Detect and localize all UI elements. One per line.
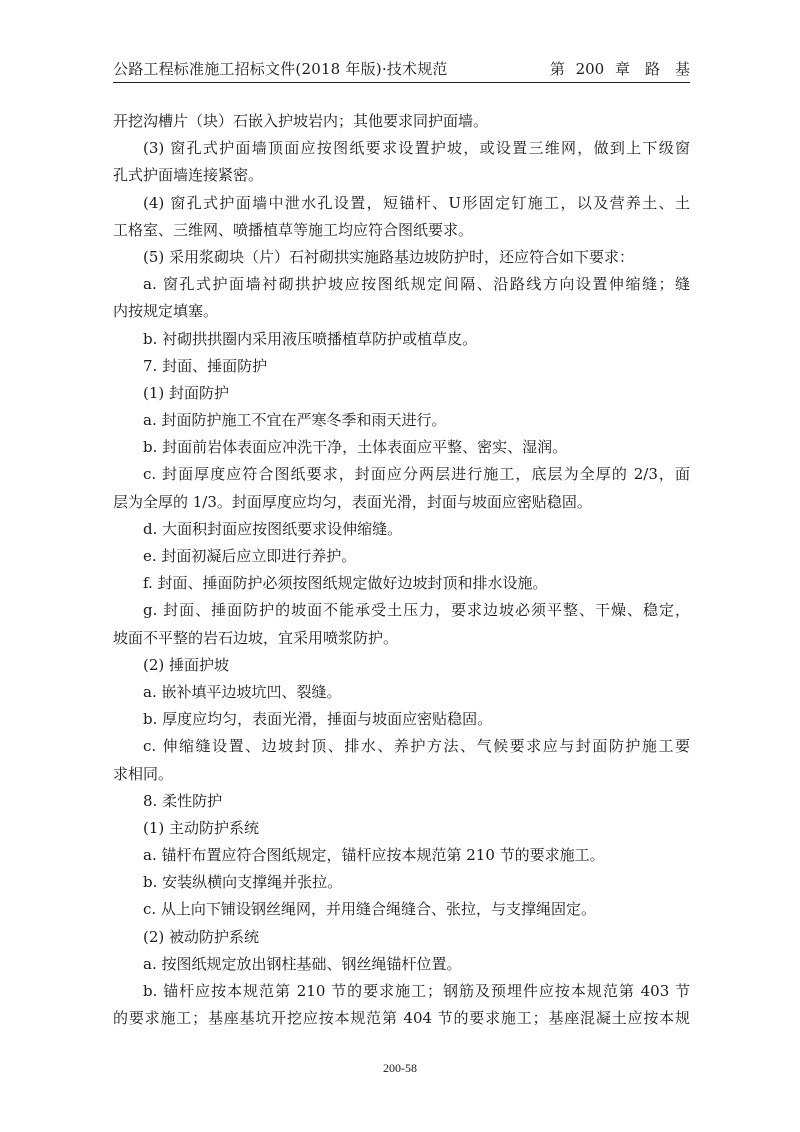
text-line: d. 大面积封面应按图纸要求设伸缩缝。: [143, 519, 403, 538]
text-line: c. 封面厚度应符合图纸要求，封面应分两层进行施工，底层为全厚的 2/3，面: [143, 465, 690, 484]
subsection-heading: (1) 主动防护系统: [143, 818, 260, 837]
text-line: (5) 采用浆砌块（片）石衬砌拱实施路基边坡防护时，还应符合如下要求：: [143, 247, 635, 266]
text-line: 孔式护面墙连接紧密。: [113, 166, 264, 185]
text-line: a. 窗孔式护面墙衬砌拱护坡应按图纸规定间隔、沿路线方向设置伸缩缝；缝: [143, 275, 690, 294]
text-line: (3) 窗孔式护面墙顶面应按图纸要求设置护坡，或设置三维网，做到上下级窗: [143, 139, 690, 158]
text-line: 的要求施工；基座基坑开挖应按本规范第 404 节的要求施工；基座混凝土应按本规: [113, 1009, 690, 1028]
subsection-heading: (2) 捶面护坡: [143, 655, 230, 674]
text-line: c. 从上向下铺设钢丝绳网，并用缝合绳缝合、张拉，与支撑绳固定。: [143, 900, 596, 919]
subsection-heading: (2) 被动防护系统: [143, 927, 260, 946]
text-line: 层为全厚的 1/3。封面厚度应均匀，表面光滑，封面与坡面应密贴稳固。: [113, 492, 592, 511]
subsection-heading: (1) 封面防护: [143, 383, 230, 402]
section-heading: 7. 封面、捶面防护: [143, 356, 268, 375]
header-document-title: 公路工程标准施工招标文件(2018 年版)·技术规范: [113, 60, 448, 78]
text-line: e. 封面初凝后应立即进行养护。: [143, 547, 357, 565]
section-heading: 8. 柔性防护: [143, 791, 223, 810]
text-line: a. 按图纸规定放出钢柱基础、钢丝绳锚杆位置。: [143, 954, 462, 973]
text-line: b. 封面前岩体表面应冲洗干净，土体表面应平整、密实、湿润。: [143, 438, 568, 457]
text-line: 坡面不平整的岩石边坡，宜采用喷浆防护。: [113, 628, 399, 647]
text-line: 开挖沟槽片（块）石嵌入护坡岩内；其他要求同护面墙。: [113, 112, 489, 130]
body-text: [113, 108, 690, 1032]
header-chapter-title: 第 200 章 路 基: [549, 60, 690, 78]
text-line: 求相同。: [113, 764, 174, 783]
header-divider: [113, 82, 690, 83]
page-number: 200-58: [383, 1061, 417, 1075]
text-line: 内按规定填塞。: [113, 302, 219, 321]
text-line: a. 封面防护施工不宜在严寒冬季和雨天进行。: [143, 411, 447, 430]
text-line: (4) 窗孔式护面墙中泄水孔设置，短锚杆、U形固定钉施工，以及营养土、土: [143, 193, 690, 212]
text-line: b. 衬砌拱拱圈内采用液压喷播植草防护或植草皮。: [143, 329, 478, 348]
text-line: b. 厚度应均匀，表面光滑，捶面与坡面应密贴稳固。: [143, 710, 493, 729]
text-line: g. 封面、捶面防护的坡面不能承受土压力，要求边坡必须平整、干燥、稳定，: [143, 601, 690, 620]
running-header: [113, 52, 690, 82]
text-line: a. 锚杆布置应符合图纸规定，锚杆应按本规范第 210 节的要求施工。: [143, 846, 605, 865]
text-line: a. 嵌补填平边坡坑凹、裂缝。: [143, 682, 342, 701]
text-line: 工格室、三维网、喷播植草等施工均应符合图纸要求。: [113, 220, 474, 239]
text-line: b. 安装纵横向支撑绳并张拉。: [143, 873, 343, 892]
text-line: f. 封面、捶面防护必须按图纸规定做好边坡封顶和排水设施。: [143, 574, 548, 593]
text-line: b. 锚杆应按本规范第 210 节的要求施工；钢筋及预埋件应按本规范第 403 节: [143, 982, 690, 1000]
text-line: c. 伸缩缝设置、边坡封顶、排水、养护方法、气候要求应与封面防护施工要: [143, 737, 690, 756]
